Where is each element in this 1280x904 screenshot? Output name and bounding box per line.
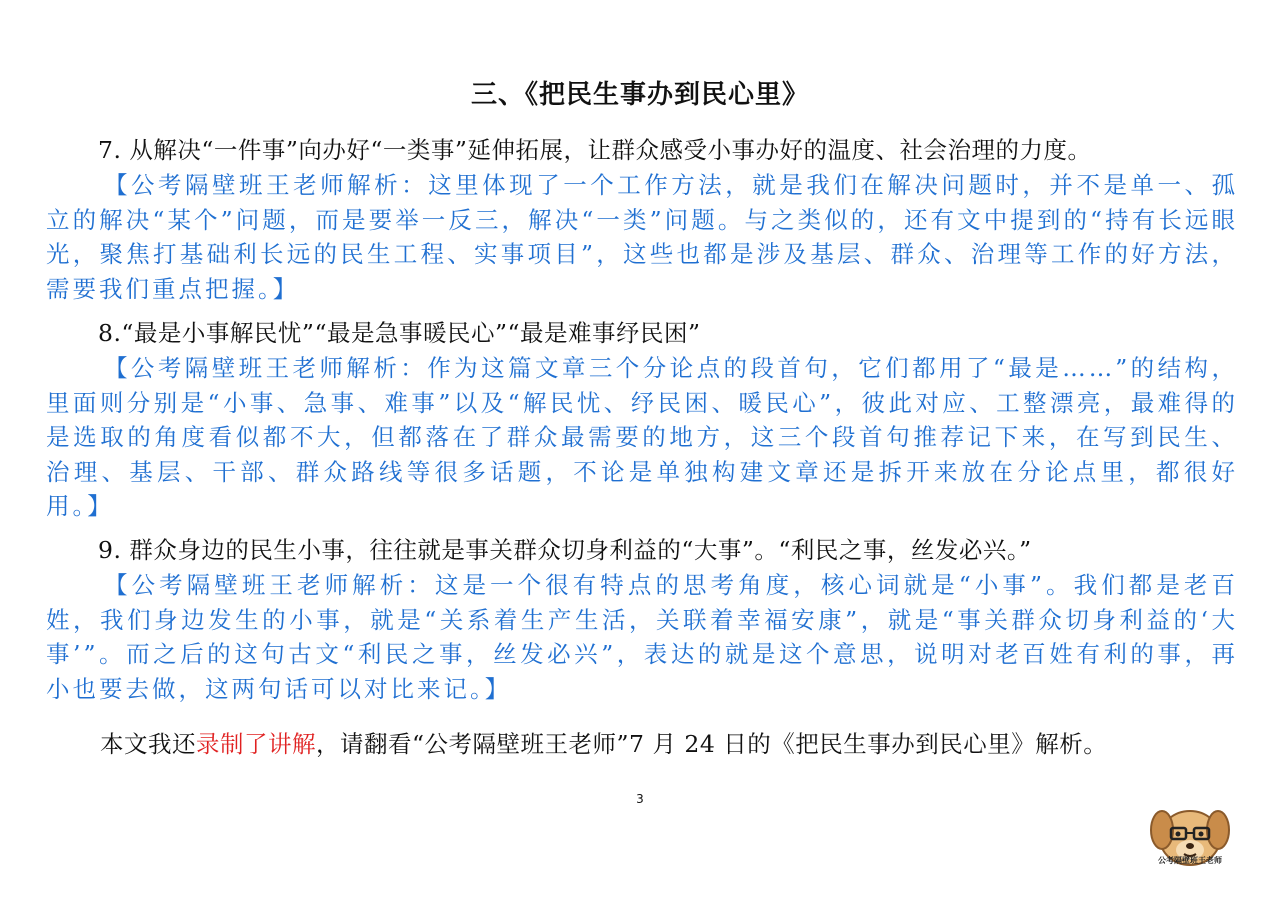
analysis-text: 【公考隔壁班王老师解析：这里体现了一个工作方法，就是我们在解决问题时，并不是单一、孤立的解决“某个”问题，而是要举一反三，解决“一类”问题。与之类似的，还有文中提到的“持有长远眼光，聚焦打基础利长远的民生工程、实事项目”，这些也都是涉及基层、群众、治理等工作的好方法，需要我们重点把握。】 bbox=[46, 171, 1238, 303]
item-9 bbox=[46, 532, 1238, 706]
closing-note-after: ，请翻看“公考隔壁班王老师”7 月 24 日的《把民生事办到民心里》解析。 bbox=[316, 730, 1108, 758]
logo-caption: 公考隔壁班王老师 bbox=[1158, 856, 1222, 865]
analysis-text: 【公考隔壁班王老师解析：作为这篇文章三个分论点的段首句，它们都用了“最是……”的结构，里面则分别是“小事、急事、难事”以及“解民忧、纾民困、暖民心”，彼此对应、工整漂亮，最难得的是选取的角度看似都不大，但都落在了群众最需要的地方，这三个段首句推荐记下来，在写到民生、治理、基层、干部、群众路线等很多话题，不论是单独构建文章还是拆开来放在分论点里，都很好用。】 bbox=[46, 354, 1238, 521]
analysis-text: 【公考隔壁班王老师解析：这是一个很有特点的思考角度，核心词就是“小事”。我们都是老百姓，我们身边发生的小事，就是“关系着生产生活，关联着幸福安康”，就是“事关群众切身利益的‘大事’”。而之后的这句古文“利民之事，丝发必兴”，表达的就是这个意思，说明对老百姓有利的事，再小也要去做，这两句话可以对比来记。】 bbox=[46, 571, 1238, 703]
quote-text: 7. 从解决“一件事”向办好“一类事”延伸拓展，让群众感受小事办好的温度、社会治理的力度。 bbox=[98, 136, 1092, 164]
page-number: 3 bbox=[636, 792, 644, 806]
closing-note-before: 本文我还 bbox=[100, 730, 196, 758]
quote-text: 8.“最是小事解民忧”“最是急事暖民心”“最是难事纾民困” bbox=[98, 319, 701, 347]
quote-text: 9. 群众身边的民生小事，往往就是事关群众切身利益的“大事”。“利民之事，丝发必兴。” bbox=[98, 536, 1032, 564]
item-7 bbox=[46, 132, 1238, 306]
closing-note bbox=[46, 726, 1238, 762]
page-title: 三、《把民生事办到民心里》 bbox=[470, 80, 809, 110]
closing-note-highlight: 录制了讲解 bbox=[196, 730, 316, 758]
item-8 bbox=[46, 315, 1238, 524]
